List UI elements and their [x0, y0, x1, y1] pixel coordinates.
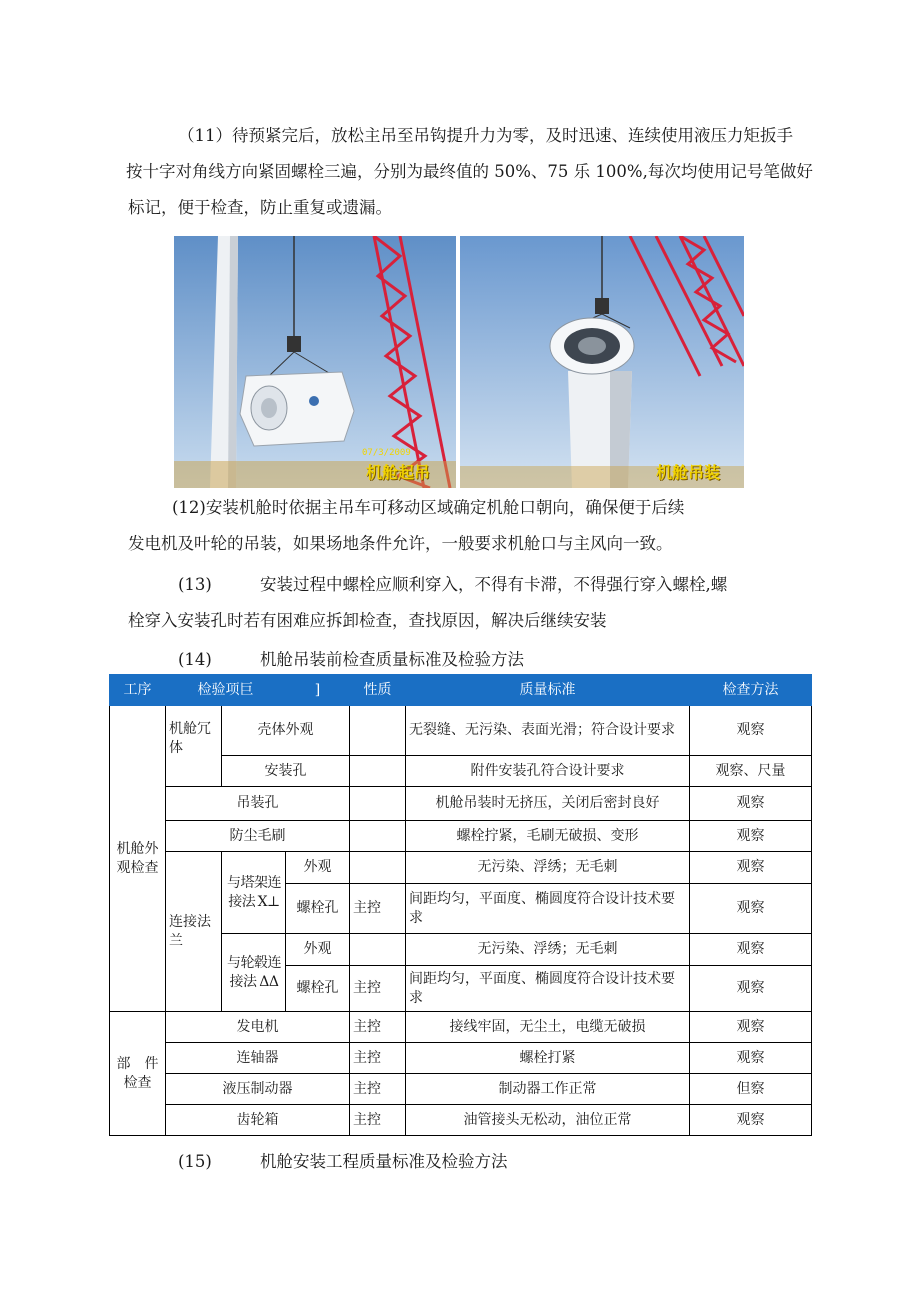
table-header-row	[110, 675, 812, 706]
property-cell: 主控	[350, 884, 406, 934]
standard-cell: 螺栓拧紧，毛刷无破损、变形	[406, 821, 690, 852]
property-cell: 主控	[350, 1074, 406, 1105]
header-inspection-item: 检验项巨	[166, 675, 286, 706]
table-row	[110, 1105, 812, 1136]
photo-nacelle-installing	[460, 236, 744, 488]
item-cell: 防尘毛刷	[166, 821, 350, 852]
property-cell	[350, 756, 406, 787]
method-cell: 但察	[690, 1074, 812, 1105]
cabin-body-label: 机舱冗体	[166, 706, 222, 787]
p11-line-3: 标记，便于检查，防止重复或遗漏。	[128, 198, 392, 217]
header-check-method: 检查方法	[690, 675, 812, 706]
table-row	[110, 821, 812, 852]
p13-line-1: 安装过程中螺栓应顺利穿入，不得有卡滞，不得强行穿入螺栓,螺	[260, 575, 728, 594]
property-cell: 主控	[350, 1012, 406, 1043]
header-process: 工序	[110, 675, 166, 706]
method-cell: 观察	[690, 1105, 812, 1136]
item-cell: 螺栓孔	[286, 884, 350, 934]
p14-text: 机舱吊装前检查质量标准及检验方法	[260, 650, 524, 669]
method-cell: 观察	[690, 1043, 812, 1074]
item-cell: 外观	[286, 852, 350, 884]
method-cell: 观察	[690, 852, 812, 884]
standard-cell: 无污染、浮绣；无毛刺	[406, 934, 690, 966]
table-row	[110, 706, 812, 756]
header-bracket: ]	[286, 675, 350, 706]
tower-connection-label: 与塔架连接法 X⊥	[222, 852, 286, 934]
p12-line-1: (12)安装机舱时依据主吊车可移动区域确定机舱口朝向，确保便于后续	[172, 498, 685, 517]
p15-text: 机舱安装工程质量标准及检验方法	[260, 1152, 508, 1171]
p11-line-2: 按十字对角线方向紧固螺栓三遍，分别为最终值的 50%、75 乐 100%,每次均使用记号笔做好	[126, 162, 813, 181]
property-cell: 主控	[350, 1043, 406, 1074]
paragraph-11	[128, 118, 828, 226]
item-cell: 齿轮箱	[166, 1105, 350, 1136]
group-cabin-appearance: 机舱外观检查	[110, 706, 166, 1012]
photo-date-stamp: 07/3/2009	[362, 448, 411, 458]
standard-cell: 接线牢固，无尘土，电缆无破损	[406, 1012, 690, 1043]
item-cell: 螺栓孔	[286, 966, 350, 1012]
standard-cell: 附件安装孔符合设计要求	[406, 756, 690, 787]
property-cell	[350, 706, 406, 756]
standard-cell: 油管接头无松动，油位正常	[406, 1105, 690, 1136]
flange-label: 连接法兰	[166, 852, 222, 1012]
quality-inspection-table	[109, 674, 812, 1136]
property-cell	[350, 821, 406, 852]
paragraph-15	[128, 1144, 828, 1180]
standard-cell: 无污染、浮绣；无毛刺	[406, 852, 690, 884]
item-cell: 连轴器	[166, 1043, 350, 1074]
standard-cell: 机舱吊装时无挤压，关闭后密封良好	[406, 787, 690, 821]
paragraph-12	[128, 490, 828, 562]
item-cell: 安装孔	[222, 756, 350, 787]
p12-line-2: 发电机及叶轮的吊装，如果场地条件允许，一般要求机舱口与主风向一致。	[128, 534, 673, 553]
property-cell: 主控	[350, 966, 406, 1012]
crane-photos	[174, 236, 744, 488]
method-cell: 观察	[690, 706, 812, 756]
table-row	[110, 787, 812, 821]
table-row	[110, 1043, 812, 1074]
hub-connection-label: 与轮毂连接法 ΔΔ	[222, 934, 286, 1012]
item-cell: 外观	[286, 934, 350, 966]
method-cell: 观察	[690, 966, 812, 1012]
property-cell: 主控	[350, 1105, 406, 1136]
paragraph-14	[128, 642, 828, 678]
photo-nacelle-lifting	[174, 236, 456, 488]
p13-number: (13)	[178, 575, 212, 594]
p11-line-1: （11）待预紧完后，放松主吊至吊钩提升力为零，及时迅速、连续使用液压力矩扳手	[178, 126, 793, 145]
standard-cell: 制动器工作正常	[406, 1074, 690, 1105]
p14-number: (14)	[178, 650, 212, 669]
item-cell: 吊装孔	[166, 787, 350, 821]
paragraph-13	[128, 567, 828, 639]
method-cell: 观察	[690, 884, 812, 934]
method-cell: 观察、尺量	[690, 756, 812, 787]
property-cell	[350, 787, 406, 821]
table-row	[110, 1012, 812, 1043]
item-cell: 发电机	[166, 1012, 350, 1043]
method-cell: 观察	[690, 934, 812, 966]
property-cell	[350, 852, 406, 884]
standard-cell: 螺栓打紧	[406, 1043, 690, 1074]
property-cell	[350, 934, 406, 966]
p15-number: (15)	[178, 1152, 212, 1171]
table-row	[110, 1074, 812, 1105]
table-row	[110, 852, 812, 884]
standard-cell: 间距均匀，平面度、椭圆度符合设计技术要求	[406, 966, 690, 1012]
item-cell: 壳体外观	[222, 706, 350, 756]
method-cell: 观察	[690, 821, 812, 852]
right-photo-caption: 机舱吊装	[656, 463, 721, 482]
left-photo-caption: 机舱起吊	[366, 463, 431, 482]
header-nature: 性质	[350, 675, 406, 706]
p13-line-2: 栓穿入安装孔时若有困难应拆卸检查，查找原因，解决后继续安装	[128, 611, 607, 630]
header-quality-standard: 质量标准	[406, 675, 690, 706]
method-cell: 观察	[690, 1012, 812, 1043]
method-cell: 观察	[690, 787, 812, 821]
group-component-check: 部 件检查	[110, 1012, 166, 1136]
item-cell: 液压制动器	[166, 1074, 350, 1105]
standard-cell: 间距均匀，平面度、椭圆度符合设计技术要求	[406, 884, 690, 934]
standard-cell: 无裂缝、无污染、表面光滑；符合设计要求	[406, 706, 690, 756]
